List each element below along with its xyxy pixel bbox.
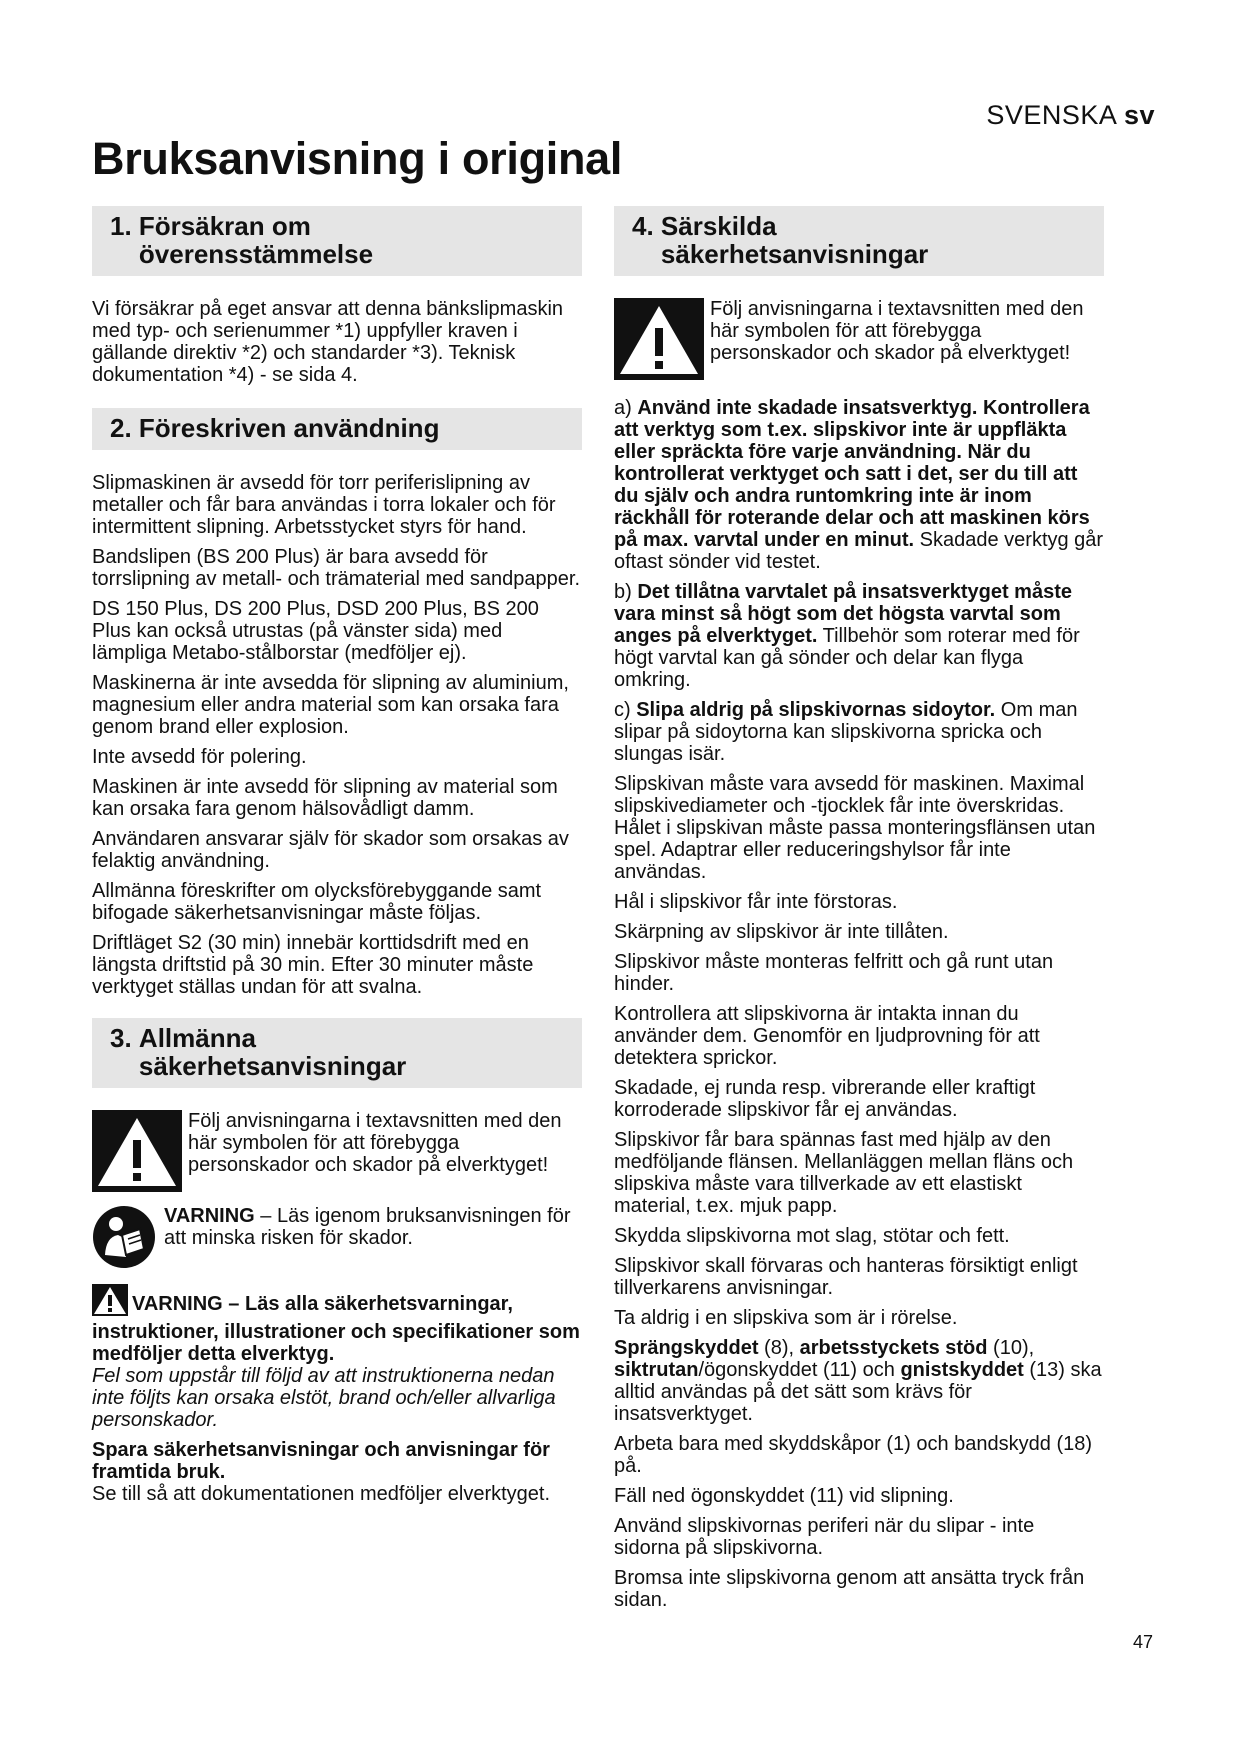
right-column [614,206,1104,1619]
rule-c-text: Om man slipar på sidoytorna kan slipskivorna spricka och slungas isär. [614,699,1078,765]
language-name: SVENSKA [986,100,1116,130]
paragraph: Bandslipen (BS 200 Plus) är bara avsedd för torrslipning av metall- och trämaterial med sandpapper. [92,546,581,590]
guard-term: siktrutan [614,1359,699,1381]
general-warning-bold: VARNING – Läs alla säkerhetsvarningar, instruktioner, illustrationer och specifikationer som medföljer detta elverktyg. [92,1293,580,1365]
guard-term: gnistskyddet [900,1359,1024,1381]
documentation-note: Se till så att dokumentationen medföljer elverktyget. [92,1483,551,1505]
warning-note [92,1110,582,1197]
paragraph: Slipskivor skall förvaras och hanteras försiktigt enligt tillverkarens anvisningar. [614,1255,1078,1299]
warning-triangle-icon [92,1284,128,1321]
save-instructions-bold: Spara säkerhetsanvisningar och anvisningar för framtida bruk. [92,1439,550,1483]
paragraph: Driftläget S2 (30 min) innebär korttidsdrift med en längsta driftstid på 30 min. Efter 30 minuter måste verktyget ställas undan för att svalna. [92,932,534,998]
section-title: Försäkran om överensstämmelse [138,211,374,269]
warning-text: Följ anvisningarna i textavsnitten med den här symbolen för att förebygga personskador och skador på elverktyget! [710,298,1084,364]
guard-term: Sprängskyddet [614,1337,759,1359]
paragraph: Arbeta bara med skyddskåpor (1) och bandskydd (18) på. [614,1433,1093,1477]
warning-text: Följ anvisningarna i textavsnitten med den här symbolen för att förebygga personskador och skador på elverktyget! [188,1110,562,1176]
guard-term: arbetsstyckets stöd [799,1337,988,1359]
left-column [92,206,582,1513]
paragraph: Maskinerna är inte avsedda för slipning av aluminium, magnesium eller andra material som kan orsaka fara genom brand eller explosion. [92,672,569,738]
rule-b-label: b) [614,581,638,603]
warning-triangle-icon [614,298,704,385]
general-warning-consequence [92,1365,582,1431]
varning-label: VARNING [164,1205,255,1227]
section-title: Särskilda säkerhetsanvisningar [660,211,929,269]
language-code: sv [1123,100,1155,130]
rule-b-bold: Det tillåtna varvtalet på insatsverktyget måste vara minst så högt som det högsta varvtal som anges på elverktyget. [614,581,1072,647]
general-warning [92,1284,582,1365]
section-1-heading [92,206,582,276]
read-manual-note [92,1205,582,1274]
warning-triangle-icon [92,1110,182,1197]
paragraph: Skadade, ej runda resp. vibrerande eller kraftigt korroderade slipskivor får ej användas. [614,1077,1036,1121]
paragraph: Använd slipskivornas periferi när du slipar - inte sidorna på slipskivorna. [614,1515,1035,1559]
guards-paragraph [614,1337,1104,1425]
paragraph: DS 150 Plus, DS 200 Plus, DSD 200 Plus, BS 200 Plus kan också utrustas (på vänster sida) med lämpliga Metabo-stålborstar (medföljer ej). [92,598,539,664]
rule-a-text: Skadade verktyg går oftast sönder vid testet. [614,529,1104,573]
read-manual-text [156,1205,582,1249]
paragraph: Slipmaskinen är avsedd för torr periferislipning av metaller och får bara användas i torra lokaler och för intermittent slipning. Arbetsstycket styrs för hand. [92,472,556,538]
paragraph: Kontrollera att slipskivorna är intakta innan du använder dem. Genomför en ljudprovning för att detektera sprickor. [614,1003,1040,1069]
paragraph: Inte avsedd för polering. [92,746,307,768]
paragraph: Bromsa inte slipskivorna genom att ansätta tryck från sidan. [614,1567,1085,1611]
paragraph: Skärpning av slipskivor är inte tillåten. [614,921,949,943]
paragraph: Skydda slipskivorna mot slag, stötar och fett. [614,1225,1010,1247]
section-number: 3. [110,1023,132,1053]
paragraph: Slipskivor får bara spännas fast med hjälp av den medföljande flänsen. Mellanläggen mellan fläns och slipskiva måste vara tillverkade av ett elastiskt material, t.ex. mjuk papp. [614,1129,1074,1217]
rule-b-text: Tillbehör som roterar med för högt varvtal kan gå sönder och delar kan flyga omkring. [614,625,1080,691]
paragraph: Allmänna föreskrifter om olycksförebyggande samt bifogade säkerhetsanvisningar måste följas. [92,880,542,924]
rule-a [614,397,1104,573]
varning-text: – Läs igenom bruksanvisningen för att minska risken för skador. [164,1205,571,1249]
rule-c [614,699,1104,765]
rule-a-label: a) [614,397,638,419]
warning-note [614,298,1104,385]
section-3-heading [92,1018,582,1088]
paragraph: Slipskivor måste monteras felfritt och gå runt utan hinder. [614,951,1054,995]
paragraph: Ta aldrig i en slipskiva som är i rörelse. [614,1307,958,1329]
section-title: Allmänna säkerhetsanvisningar [138,1023,407,1081]
guard-text: (10), [987,1337,1035,1359]
section-number: 1. [110,211,132,241]
rule-c-bold: Slipa aldrig på slipskivornas sidoytor. [636,699,996,721]
paragraph: Användaren ansvarar själv för skador som orsakas av felaktig användning. [92,828,569,872]
save-instructions [92,1439,582,1483]
language-label [986,100,1155,131]
section-number: 2. [110,413,132,443]
guard-text: (13) ska alltid användas på det sätt som krävs för insatsverktyget. [614,1359,1102,1425]
declaration-text: Vi försäkrar på eget ansvar att denna bänkslipmaskin med typ- och serienummer *1) uppfyller kraven i gällande direktiv *2) och standarder *3). Teknisk dokumentation *4) - se sida 4. [92,298,564,386]
rule-c-label: c) [614,699,637,721]
rule-a-bold: Använd inte skadade insatsverktyg. Kontrollera att verktyg som t.ex. slipskivor inte är uppfläkta eller spräckta före varje användning. När du kontrollerat verktyget och satt i det, ser du till att du själv och andra runtomkring inte är inom räckhåll för roterande delar och att maskinen körs på max. varvtal under en minut. [614,397,1090,551]
guard-text: /ögonskyddet (11) och [698,1359,901,1381]
section-2-heading [92,408,582,450]
paragraph: Maskinen är inte avsedd för slipning av material som kan orsaka fara genom hälsovådligt damm. [92,776,558,820]
section-4-heading [614,206,1104,276]
section-number: 4. [632,211,654,241]
paragraph: Hål i slipskivor får inte förstoras. [614,891,898,913]
read-manual-icon [92,1205,156,1274]
paragraph: Slipskivan måste vara avsedd för maskinen. Maximal slipskivediameter och -tjocklek får inte överskridas. Hålet i slipskivan måste passa monteringsflänsen utan spel. Adaptrar eller reduceringshylsor får inte användas. [614,773,1096,883]
page-number: 47 [1133,1632,1154,1652]
paragraph: Fäll ned ögonskyddet (11) vid slipning. [614,1485,954,1507]
guard-text: (8), [758,1337,800,1359]
rule-b [614,581,1104,691]
page-title: Bruksanvisning i original [92,133,623,184]
section-title: Föreskriven användning [138,413,440,443]
consequence-text: Fel som uppstår till följd av att instruktionerna nedan inte följts kan orsaka elstöt, brand och/eller allvarliga personskador. [92,1365,556,1431]
